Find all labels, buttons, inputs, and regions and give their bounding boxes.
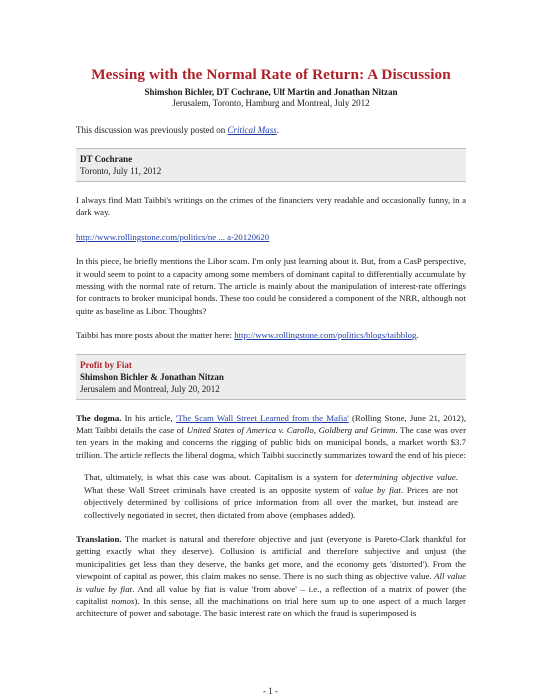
authors-line: Shimshon Bichler, DT Cochrane, Ulf Martin and Jonathan Nitzan	[144, 87, 398, 97]
post-header-bichler-nitzan	[76, 354, 466, 400]
previously-posted-note: This discussion was previously posted on Critical Mass.	[76, 125, 280, 135]
post-place-date: Toronto, July 11, 2012	[80, 166, 162, 176]
page-number: - 1 -	[263, 686, 278, 696]
paragraph-dogma: The dogma. In his article, 'The Scam Wall Street Learned from the Mafia' (Rolling Stone, June 21, 2012), Matt Taibbi details the case of United States of America v. Carollo, Goldberg and Grimm. The case was over ten years in the making and concerns the rigging of public bids on municipal bonds, a market worth $3.7 trillion. The article reflects the liberal dogma, which Taibbi succinctly summarizes toward the end of his piece:	[76, 412, 467, 460]
paragraph-4: Taibbi has more posts about the matter here: http://www.rollingstone.com/politics/blogs/taibblog.	[76, 330, 419, 341]
post-author: DT Cochrane	[80, 154, 133, 164]
taibblog-link[interactable]: http://www.rollingstone.com/politics/blogs/taibblog	[234, 330, 417, 341]
rollingstone-article-link[interactable]: http://www.rollingstone.com/politics/ne ... a-20120620	[76, 231, 270, 242]
post-author: Shimshon Bichler & Jonathan Nitzan	[80, 371, 224, 382]
critical-mass-link[interactable]: Critical Mass	[227, 125, 277, 135]
block-quote: That, ultimately, is what this case was about. Capitalism is a system for determining objective value. What these Wall Street criminals have created is an opposite system of value by fiat. Prices are not objectively determined by collisions of price information from all over the market, but instead are collectively negotiated in secret, then dictated from above (emphases added).	[84, 472, 458, 520]
post-place-date: Jerusalem and Montreal, July 20, 2012	[80, 383, 220, 394]
post-header-cochrane	[76, 148, 466, 182]
page-title: Messing with the Normal Rate of Return: A Discussion	[91, 66, 451, 83]
document-page	[76, 60, 466, 620]
paragraph-1: I always find Matt Taibbi's writings on the crimes of the financiers very readable and occasionally funny, in a dark way.	[76, 195, 466, 218]
paragraph-2	[76, 231, 466, 243]
paragraph-translation: Translation. The market is natural and therefore objective and just (everyone is Pareto-Clark thankful for getting exactly what they deserve). Collusion is artificial and therefore subjective and unjust (the municipalities get less than they deserve, the banks get more, and the economy gets 'distorted'). From the viewpoint of capital as power, this claim makes no sense. There is no such thing as objective value. All value is value by fiat. And all value by fiat is value 'from above' – i.e., a reflection of a matrix of power (the capitalist nomos). In this sense, all the machinations on trial here sum up to one aspect of a much larger architecture of power and sabotage. The basic interest rate on which the fraud is superimposed is	[76, 533, 467, 619]
paragraph-3: In this piece, he briefly mentions the Libor scam. I'm only just learning about it. But, from a CasP perspective, it would seem to point to a capacity among some members of dominant capital to differentially accumulate by messing with the normal rate of return. The article is mainly about the manipulation of interest-rate offerings for contracts to broker municipal bonds. These too could be considered a component of the NRR, although not quite as baseline as Libor. Thoughts?	[76, 256, 466, 316]
places-date-line: Jerusalem, Toronto, Hamburg and Montreal, July 2012	[172, 98, 370, 108]
post-heading: Profit by Fiat	[80, 359, 132, 370]
scam-article-link[interactable]: 'The Scam Wall Street Learned from the Mafia'	[175, 412, 349, 423]
